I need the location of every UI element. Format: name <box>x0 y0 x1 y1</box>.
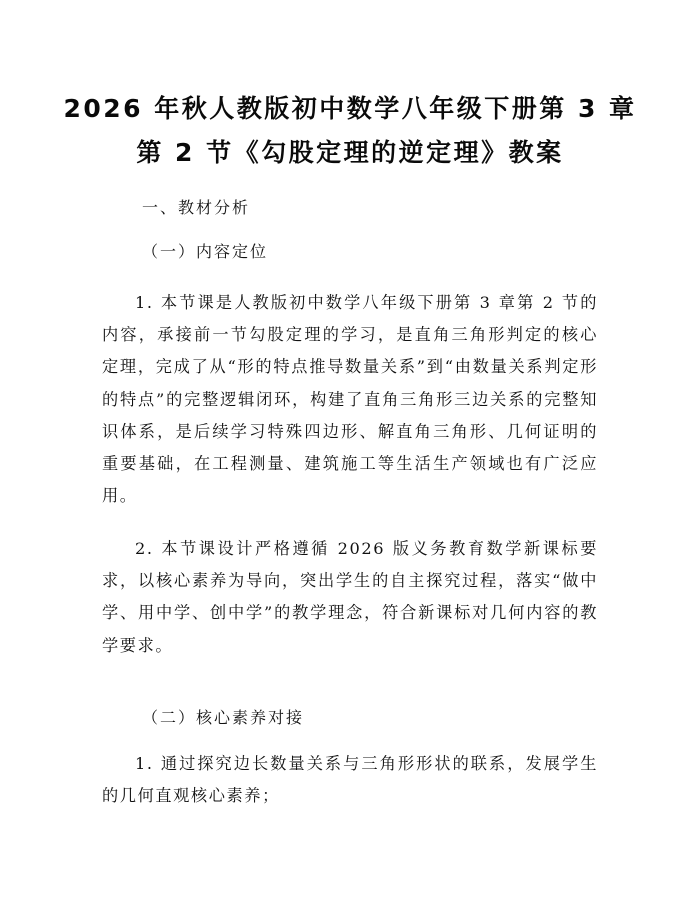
subsection-heading-core-literacy: （二）核心素养对接 <box>142 708 305 727</box>
document-title-line-2: 第 2 节《勾股定理的逆定理》教案 <box>136 138 564 167</box>
document-title-line-1: 2026 年秋人教版初中数学八年级下册第 3 章 <box>63 94 637 123</box>
subsection-heading-content-positioning: （一）内容定位 <box>142 242 269 261</box>
section-heading-textbook-analysis: 一、教材分析 <box>142 198 251 217</box>
paragraph-content-positioning-2: 2. 本节课设计严格遵循 2026 版义务教育数学新课标要求，以核心素养为导向，突出学生的自主探究过程，落实“做中学、用中学、创中学”的教学理念，符合新课标对几何内容的教学要求。 <box>102 539 598 655</box>
paragraph-content-positioning-1: 1. 本节课是人教版初中数学八年级下册第 3 章第 2 节的内容，承接前一节勾股定理的学习，是直角三角形判定的核心定理，完成了从“形的特点推导数量关系”到“由数量关系判定形的特点”的完整逻辑闭环，构建了直角三角形三边关系的完整知识体系，是后续学习特殊四边形、解直角三角形、几何证明的重要基础，在工程测量、建筑施工等生活生产领域也有广泛应用。 <box>102 293 598 506</box>
paragraph-core-literacy-1: 1. 通过探究边长数量关系与三角形形状的联系，发展学生的几何直观核心素养； <box>102 754 598 806</box>
